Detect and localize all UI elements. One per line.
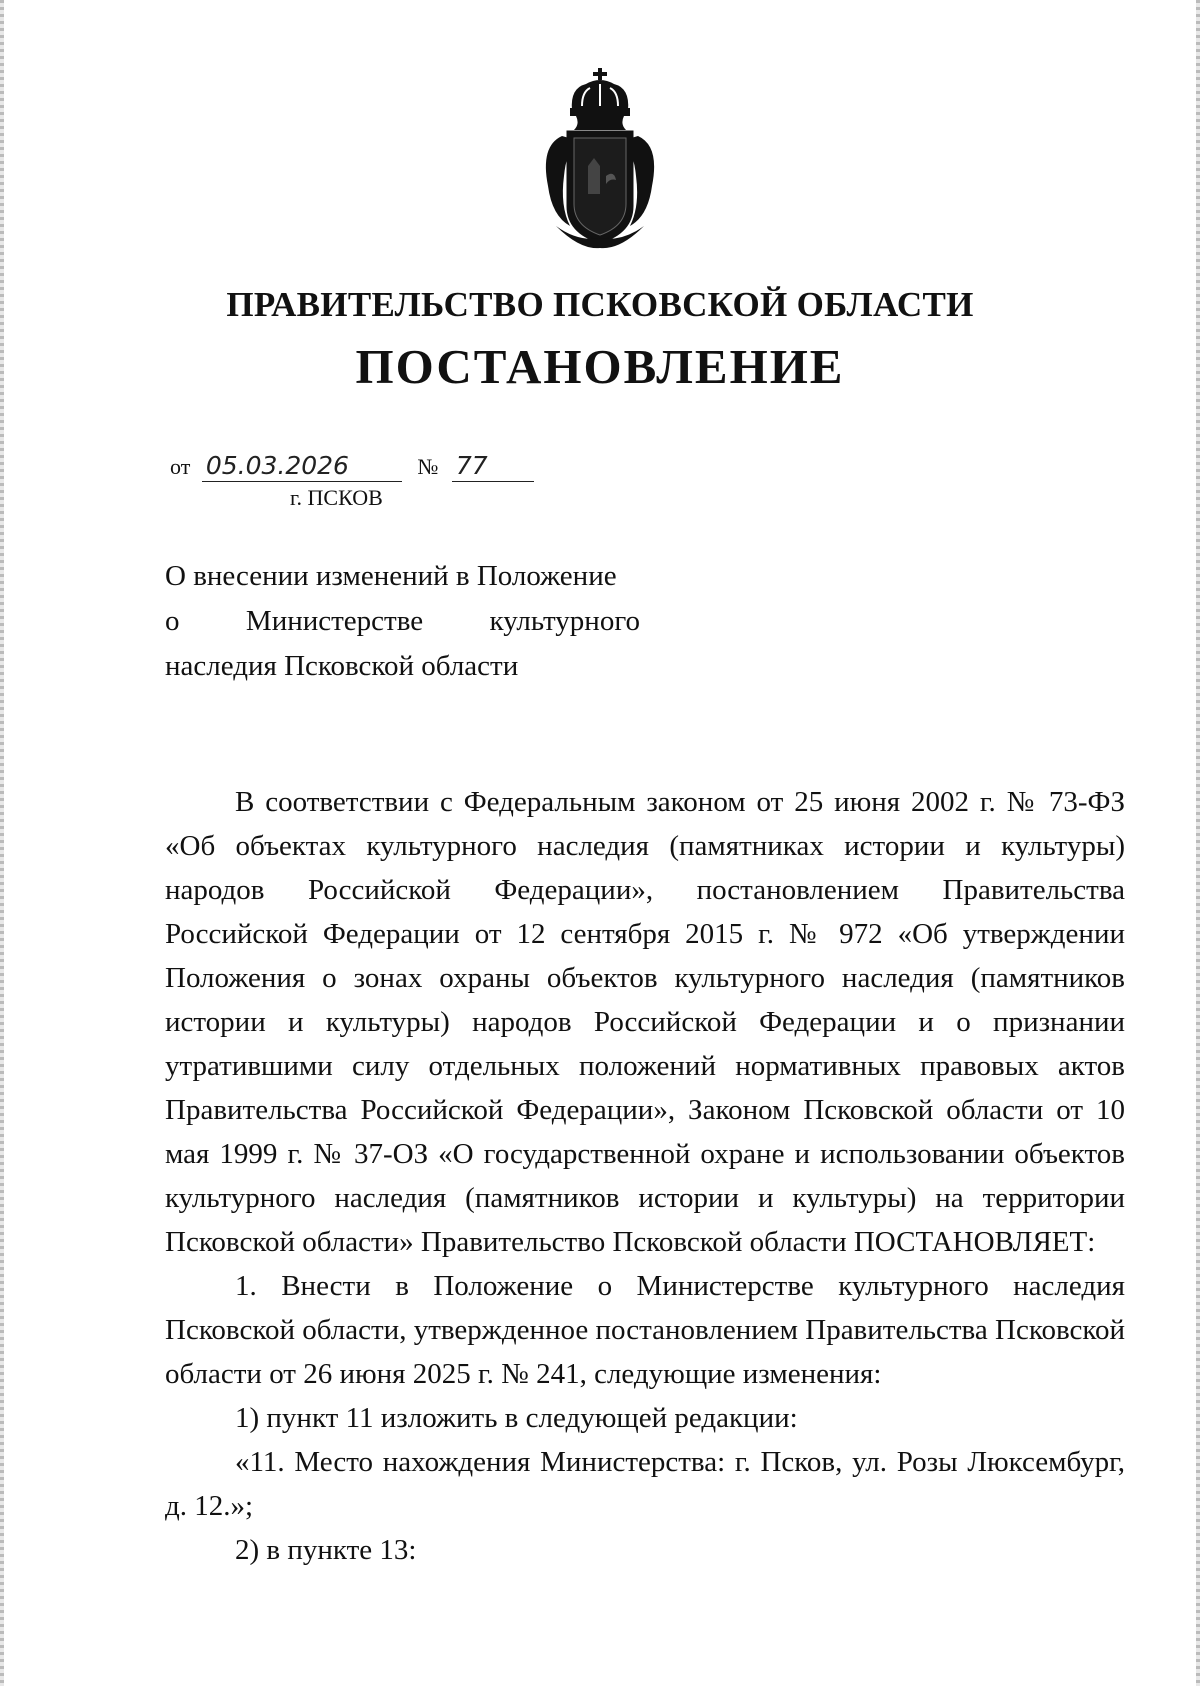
scan-edge-right (1196, 0, 1200, 1686)
document-body (165, 780, 1125, 1572)
subject-line-1: О внесении изменений в Положение (165, 560, 617, 592)
handwritten-date: 05.03.2026 (202, 452, 402, 482)
subject-line-3: наследия Псковской области (165, 650, 519, 682)
scan-edge-left (0, 0, 4, 1686)
item-1-paragraph: 1. Внести в Положение о Министерстве культурного наследия Псковской области, утвержденное постановлением Правительства Псковской области от 26 июня 2025 г. № 241, следующие изменения: (165, 1270, 1125, 1390)
document-type-title: ПОСТАНОВЛЕНИЕ (355, 339, 845, 394)
subitem-1-paragraph: 1) пункт 11 изложить в следующей редакции: (235, 1402, 798, 1434)
number-label: № (417, 454, 439, 479)
coat-of-arms-icon (530, 66, 670, 252)
handwritten-number: 77 (452, 452, 534, 482)
subject-line-2: о Министерстве культурного (165, 605, 640, 637)
preamble-paragraph: В соответствии с Федеральным законом от 25 июня 2002 г. № 73-ФЗ «Об объектах культурного наследия (памятниках истории и культуры) народов Российской Федерации», постановлением Правительства Российской Федерации от 12 сентября 2015 г. № 972 «Об утверждении Положения о зонах охраны объектов культурного наследия (памятников истории и культуры) народов Российской Федерации и о признании утратившими силу отдельных положений нормативных правовых актов Правительства Российской Федерации», Законом Псковской области от 10 мая 1999 г. № 37-ОЗ «О государственной охране и использовании объектов культурного наследия (памятников истории и культуры) на территории Псковской области» Правительство Псковской области ПОСТАНОВЛЯЕТ: (165, 786, 1125, 1258)
government-name: ПРАВИТЕЛЬСТВО ПСКОВСКОЙ ОБЛАСТИ (226, 285, 974, 324)
subitem-2-paragraph: 2) в пункте 13: (235, 1534, 417, 1566)
document-subject (165, 554, 640, 689)
city-label: г. ПСКОВ (290, 485, 383, 510)
date-label: от (170, 454, 191, 479)
quoted-item-11-paragraph: «11. Место нахождения Министерства: г. Псков, ул. Розы Люксембург, д. 12.»; (165, 1446, 1125, 1522)
registration-line (170, 452, 534, 482)
